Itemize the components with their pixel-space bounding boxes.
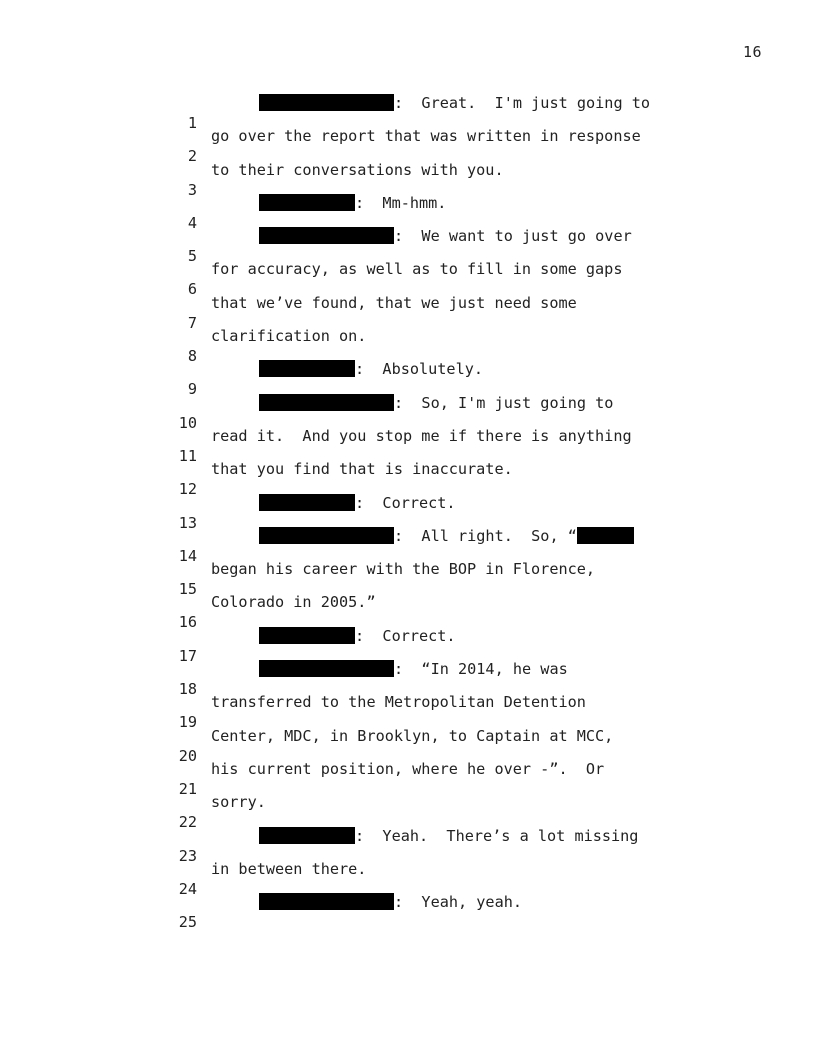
transcript-line bbox=[0, 592, 816, 632]
transcript-line bbox=[0, 526, 816, 565]
line-text: read it. And you stop me if there is anything bbox=[211, 426, 632, 445]
line-text bbox=[259, 193, 446, 213]
line-number: 13 bbox=[178, 513, 197, 532]
line-content: : All right. So, “ bbox=[394, 526, 577, 545]
line-number: 6 bbox=[187, 280, 197, 299]
transcript-line bbox=[0, 393, 816, 432]
line-text: transferred to the Metropolitan Detention bbox=[211, 693, 586, 712]
line-number: 18 bbox=[178, 680, 197, 699]
line-content: : Yeah. There’s a lot missing bbox=[355, 826, 639, 845]
line-number: 3 bbox=[187, 180, 197, 199]
redaction-bar bbox=[259, 827, 355, 844]
line-number: 2 bbox=[187, 147, 197, 166]
line-content: : Great. I'm just going to bbox=[394, 94, 651, 112]
redaction-bar bbox=[259, 494, 355, 511]
line-content: : Correct. bbox=[355, 493, 456, 512]
redaction-bar bbox=[259, 527, 394, 544]
line-number: 21 bbox=[178, 779, 197, 798]
page-number: 16 bbox=[742, 43, 762, 61]
line-number: 4 bbox=[187, 213, 197, 232]
line-number: 17 bbox=[178, 646, 197, 665]
transcript-line bbox=[0, 892, 816, 932]
line-text bbox=[259, 626, 456, 646]
transcript-line bbox=[0, 359, 816, 399]
transcript-line bbox=[0, 659, 816, 699]
transcript-line bbox=[0, 160, 816, 199]
line-text: clarification on. bbox=[211, 327, 367, 346]
line-text: to their conversations with you. bbox=[211, 160, 504, 179]
line-content: : “In 2014, he was bbox=[394, 660, 568, 679]
line-number: 9 bbox=[187, 380, 197, 399]
line-number: 8 bbox=[187, 347, 197, 366]
line-text: his current position, where he over -”. Or bbox=[211, 759, 605, 778]
line-content: : Absolutely. bbox=[355, 360, 484, 379]
line-text bbox=[259, 659, 568, 679]
transcript-line bbox=[0, 559, 816, 599]
line-text: for accuracy, as well as to fill in some gaps bbox=[211, 260, 623, 279]
line-text bbox=[259, 892, 522, 912]
transcript-line bbox=[0, 226, 816, 266]
redaction-bar bbox=[259, 94, 394, 111]
line-text: that we’ve found, that we just need some bbox=[211, 293, 577, 312]
redaction-bar bbox=[259, 360, 355, 377]
line-content: : We want to just go over bbox=[394, 227, 632, 246]
redaction-bar bbox=[259, 893, 394, 910]
redaction-bar bbox=[577, 527, 634, 544]
line-text: go over the report that was written in response bbox=[211, 127, 641, 146]
line-number: 23 bbox=[178, 846, 197, 865]
redaction-bar bbox=[259, 227, 394, 244]
line-number: 16 bbox=[178, 613, 197, 632]
transcript-line bbox=[0, 293, 816, 332]
redaction-bar bbox=[259, 194, 355, 211]
line-text bbox=[259, 826, 638, 846]
transcript-line bbox=[0, 726, 816, 765]
line-text: Center, MDC, in Brooklyn, to Captain at MCC, bbox=[211, 726, 614, 745]
transcript-body bbox=[0, 93, 816, 932]
line-content: : Correct. bbox=[355, 626, 456, 645]
line-number: 7 bbox=[187, 313, 197, 332]
redaction-bar bbox=[259, 394, 394, 411]
line-number: 22 bbox=[178, 813, 197, 832]
transcript-line bbox=[0, 193, 816, 232]
line-text bbox=[259, 359, 483, 379]
transcript-line bbox=[0, 493, 816, 532]
line-text bbox=[259, 526, 634, 546]
line-text: sorry. bbox=[211, 793, 266, 812]
line-number: 15 bbox=[178, 580, 197, 599]
line-number: 25 bbox=[178, 913, 197, 932]
line-number: 11 bbox=[178, 446, 197, 465]
line-content: : Mm-hmm. bbox=[355, 193, 447, 212]
line-content: : So, I'm just going to bbox=[394, 393, 614, 412]
transcript-line bbox=[0, 826, 816, 865]
transcript-line bbox=[0, 859, 816, 898]
line-content: : Yeah, yeah. bbox=[394, 893, 523, 912]
transcript-line bbox=[0, 692, 816, 732]
line-number: 20 bbox=[178, 746, 197, 765]
transcript-line bbox=[0, 626, 816, 665]
line-number: 1 bbox=[187, 114, 197, 132]
transcript-line bbox=[0, 326, 816, 366]
line-text: in between there. bbox=[211, 859, 367, 878]
line-number: 14 bbox=[178, 546, 197, 565]
line-text bbox=[259, 226, 632, 246]
redaction-bar bbox=[259, 660, 394, 677]
transcript-line bbox=[0, 759, 816, 798]
transcript-line bbox=[0, 792, 816, 832]
transcript-line bbox=[0, 459, 816, 499]
line-text: began his career with the BOP in Florence, bbox=[211, 560, 596, 579]
line-number: 5 bbox=[187, 247, 197, 266]
transcript-line bbox=[0, 93, 816, 132]
transcript-line bbox=[0, 426, 816, 465]
line-number: 24 bbox=[178, 879, 197, 898]
line-number: 10 bbox=[178, 413, 197, 432]
transcript-line bbox=[0, 126, 816, 166]
line-text: Colorado in 2005.” bbox=[211, 593, 376, 612]
transcript-line bbox=[0, 259, 816, 299]
line-text bbox=[259, 93, 650, 113]
line-number: 19 bbox=[178, 713, 197, 732]
line-text bbox=[259, 393, 613, 413]
line-text bbox=[259, 493, 456, 513]
line-text: that you find that is inaccurate. bbox=[211, 460, 513, 479]
redaction-bar bbox=[259, 627, 355, 644]
line-number: 12 bbox=[178, 480, 197, 499]
